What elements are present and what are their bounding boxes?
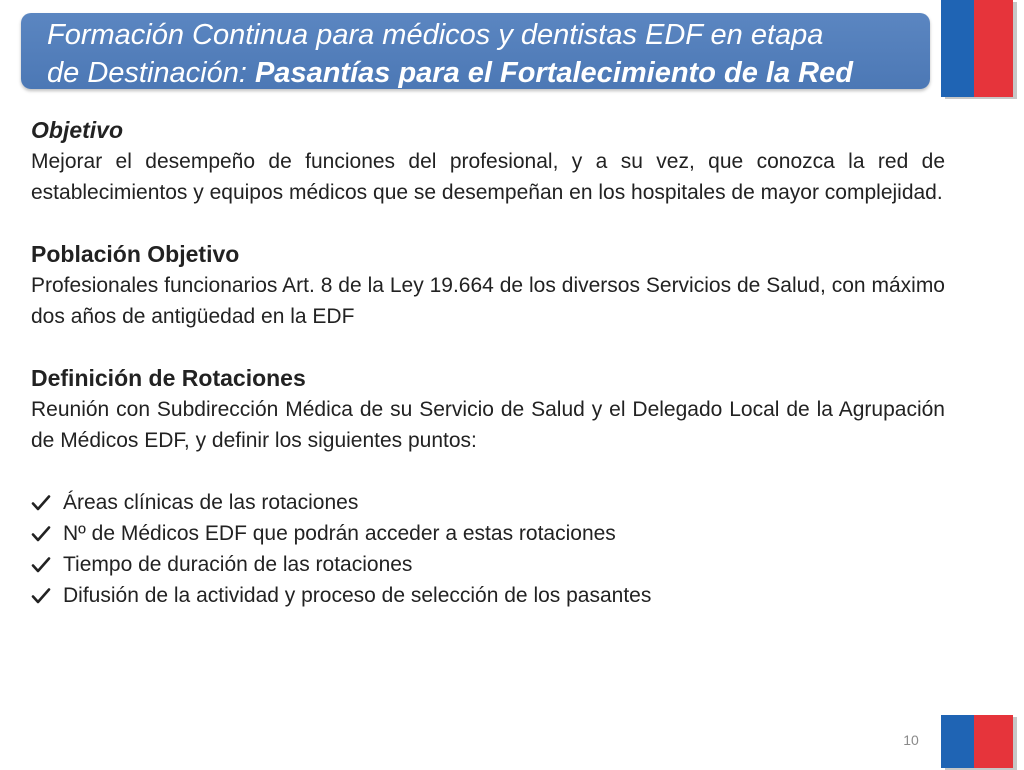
title-emphasis: Pasantías para el Fortalecimiento de la Red bbox=[254, 57, 853, 89]
checklist-item bbox=[31, 518, 945, 549]
rotaciones-checklist bbox=[31, 487, 945, 611]
objetivo-text: Mejorar el desempeño de funciones del profesional, y a su vez, que conozca la red de establecimientos y equipos médicos que se desempeñan en los hospitales de mayor complejidad. bbox=[31, 150, 945, 204]
rotaciones-heading: Definición de Rotaciones bbox=[31, 365, 306, 391]
slide-content bbox=[31, 115, 945, 611]
title-prefix: de Destinación: bbox=[47, 57, 255, 89]
flag-stripe-icon-bottom bbox=[941, 715, 1017, 768]
checkmark-icon bbox=[31, 586, 51, 606]
title-banner bbox=[21, 13, 930, 89]
title-line-1: Formación Continua para médicos y dentistas EDF en etapa bbox=[47, 19, 824, 51]
checklist-item-text: Difusión de la actividad y proceso de selección de los pasantes bbox=[63, 584, 652, 607]
objetivo-heading: Objetivo bbox=[31, 117, 124, 143]
rotaciones-text: Reunión con Subdirección Médica de su Servicio de Salud y el Delegado Local de la Agrupación de Médicos EDF, y definir los siguientes puntos: bbox=[31, 398, 945, 452]
checklist-item-text: Áreas clínicas de las rotaciones bbox=[63, 491, 359, 514]
checklist-item bbox=[31, 487, 945, 518]
checklist-item bbox=[31, 549, 945, 580]
flag-stripe-icon-top bbox=[941, 0, 1017, 97]
poblacion-heading: Población Objetivo bbox=[31, 241, 240, 267]
checklist-item-text: Tiempo de duración de las rotaciones bbox=[63, 553, 413, 576]
checkmark-icon bbox=[31, 524, 51, 544]
checkmark-icon bbox=[31, 493, 51, 513]
checklist-item-text: Nº de Médicos EDF que podrán acceder a estas rotaciones bbox=[63, 522, 616, 545]
checkmark-icon bbox=[31, 555, 51, 575]
poblacion-text: Profesionales funcionarios Art. 8 de la Ley 19.664 de los diversos Servicios de Salud, con máximo dos años de antigüedad en la EDF bbox=[31, 274, 945, 328]
title-line-2 bbox=[47, 54, 930, 92]
page-number: 10 bbox=[903, 732, 919, 748]
checklist-item bbox=[31, 580, 945, 611]
